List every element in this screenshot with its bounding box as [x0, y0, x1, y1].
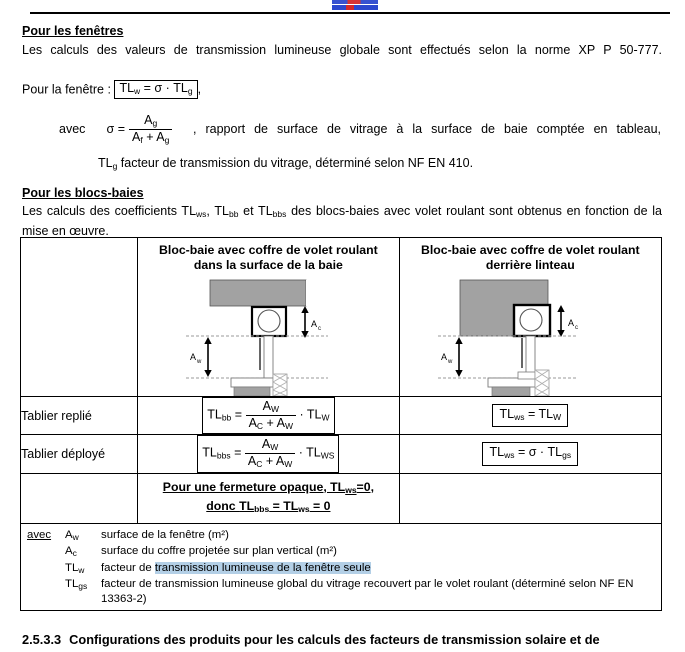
- tlbb-subscript: bb: [221, 412, 232, 423]
- svg-text:A: A: [190, 352, 197, 362]
- table-row: [21, 435, 662, 473]
- blocs-sub-ws: ws: [196, 209, 207, 220]
- aw-num: A: [262, 399, 271, 413]
- cell-formula-tlbb: [138, 397, 399, 435]
- tl-subscript-g: g: [187, 86, 193, 97]
- svg-text:A: A: [568, 318, 575, 328]
- tlbbs-fraction: [245, 437, 295, 469]
- aw-num-sub: W: [270, 404, 279, 415]
- aw-num2-sub: W: [270, 442, 279, 453]
- legend-item: [27, 577, 657, 606]
- sigma-description: , rapport de surface de vitrage à la surface de baie comptée en tableau,: [193, 122, 661, 137]
- watermark-logo-icon: [332, 0, 378, 11]
- cell-formula-tlws-eq-tlw: [399, 397, 661, 435]
- ac-den2: A: [247, 453, 257, 468]
- opaque-l2b: TL: [239, 498, 255, 513]
- heading-pour-les-fenetres: Pour les fenêtres: [22, 24, 124, 38]
- tlbbs-symbol: TL: [202, 445, 217, 460]
- sigma-definition-line: [22, 112, 662, 146]
- svg-text:c: c: [318, 326, 322, 332]
- table-row-opaque-note: [21, 473, 662, 523]
- tlbbs-tail-sub: WS: [320, 450, 335, 461]
- legend-tlw-pre: facteur de: [101, 561, 155, 574]
- page-header: [0, 0, 685, 14]
- sigma-fraction: [129, 113, 172, 145]
- plus-aw-den: + A: [266, 415, 285, 430]
- blocs-text-1: Les calculs des coefficients TL: [22, 204, 197, 218]
- blocs-text-3: et TL: [238, 204, 273, 218]
- aw-num2: A: [261, 437, 271, 452]
- opaque-l2d: = 0: [309, 498, 331, 513]
- cell-formula-tlws-eq-sigma-tlgs: [399, 435, 661, 473]
- heading-pour-les-blocs-baies: Pour les blocs-baies: [22, 186, 144, 200]
- row-label-tablier-deploye: Tablier déployé: [21, 435, 138, 473]
- formula-window-intro: Pour la fenêtre :: [22, 82, 111, 97]
- opaque-l1-sub: ws: [345, 484, 357, 495]
- legend-item: [27, 544, 657, 561]
- legend-block: [21, 524, 661, 610]
- legend-symbol-ac: $A_c$: [65, 545, 77, 559]
- formula-tlws-box: [492, 404, 568, 427]
- header-b-line1: Bloc-baie avec coffre de volet roulant: [159, 243, 378, 257]
- opaque-note-line1: [142, 479, 394, 498]
- aw-den-sub: W: [284, 420, 293, 431]
- blocs-sub-bbs: bbs: [272, 209, 287, 220]
- tlbb-symbol: TL: [207, 407, 222, 422]
- tlbbs-numerator: [245, 437, 295, 453]
- tlg-symbol: TL: [173, 81, 188, 95]
- opaque-l2-sub2: ws: [298, 503, 310, 514]
- tlws-equals-tl: = TL: [527, 406, 554, 421]
- opaque-l2-sub1: bbs: [254, 503, 270, 514]
- tlbb-tail-sub: W: [321, 412, 330, 423]
- svg-text:w: w: [448, 359, 453, 365]
- opaque-note-cell: [138, 473, 399, 523]
- table-header-cell-b: [138, 238, 399, 397]
- ac-den2-sub: C: [256, 459, 263, 470]
- legend-text-tlw: [101, 561, 657, 578]
- tlbb-equals: =: [234, 407, 243, 422]
- section-heading-2533: [22, 632, 662, 647]
- table-corner-cell: [21, 238, 138, 397]
- formula-tlbb-box: [202, 397, 334, 434]
- paragraph-windows-calculation: Les calculs des valeurs de transmission lumineuse globale sont effectués selon la norme XP P 50-777.: [22, 43, 662, 57]
- section-number: 2.5.3.3: [22, 632, 62, 647]
- tlws2-subscript: ws: [504, 450, 515, 461]
- sigma-denominator: $A_f + A_g$: [129, 129, 172, 146]
- legend-tlw-highlighted: transmission lumineuse de la fenêtre seule: [154, 561, 371, 574]
- tlbbs-tail: · TL: [298, 445, 321, 460]
- tlws-rhs-sub: W: [553, 412, 562, 423]
- opaque-l1b: =0,: [356, 479, 374, 494]
- diagram-coffre-dans-baie: [168, 278, 368, 396]
- aw-den2-sub: W: [284, 459, 293, 470]
- tl-symbol: TL: [119, 81, 135, 95]
- equals-sigma: = σ ·: [143, 81, 170, 95]
- opaque-l2a: donc: [206, 498, 240, 513]
- legend-symbol-tlgs: $TL_{gs}$: [65, 578, 88, 592]
- sigma-numerator: $A_g$: [144, 113, 158, 129]
- table-header-cell-c: [399, 238, 661, 397]
- tlg-symbol-label: $TL_g$: [98, 156, 118, 172]
- opaque-l1a: Pour une fermeture opaque, TL: [162, 479, 346, 494]
- legend-item: [27, 528, 657, 545]
- table-header-row: [21, 238, 662, 397]
- tlbb-numerator: [246, 399, 296, 415]
- legend-text-tlgs: facteur de transmission lumineuse global du vitrage recouvert par le volet roulant (déterminé selon NF EN 13363-2): [101, 578, 634, 605]
- tlbbs-subscript: bbs: [216, 450, 231, 461]
- tlbb-fraction: [246, 399, 296, 431]
- legend-item: [27, 561, 657, 578]
- blocs-baies-table: [20, 237, 662, 611]
- header-divider: [30, 12, 670, 14]
- tlws2-symbol: TL: [489, 445, 505, 460]
- legend-symbol-tlw: $TL_w$: [65, 561, 85, 575]
- legend-cell: [21, 523, 662, 610]
- formula-tlbbs-box: [197, 435, 339, 472]
- legend-symbol-aw: $A_w$: [65, 528, 79, 542]
- legend-avec-label: avec: [27, 528, 52, 541]
- tlbb-tail: · TL: [299, 407, 322, 422]
- legend-text-ac: surface du coffre projetée sur plan vertical (m²): [101, 545, 337, 558]
- svg-text:A: A: [441, 352, 448, 362]
- tlws-subscript: ws: [514, 412, 525, 423]
- tlgs-sub: gs: [562, 450, 572, 461]
- header-b-text: [138, 238, 398, 278]
- svg-text:A: A: [311, 319, 318, 329]
- opaque-note-text: [138, 474, 398, 523]
- formula-tlws-sigma-box: [482, 442, 578, 465]
- opaque-l2c: = TL: [269, 498, 299, 513]
- svg-text:w: w: [197, 359, 202, 365]
- paragraph-blocs-baies: [22, 203, 662, 240]
- diagram-coffre-derriere-linteau: [430, 278, 630, 396]
- opaque-note-empty-a: [21, 473, 138, 523]
- tlbb-denominator: [246, 415, 296, 432]
- tlws-symbol: TL: [499, 406, 515, 421]
- plus-aw-den2: + A: [265, 453, 285, 468]
- ac-den-sub: C: [256, 420, 264, 431]
- ac-den: A: [248, 415, 257, 430]
- formula-window-box: [114, 80, 197, 99]
- avec-label: avec: [59, 122, 86, 137]
- sigma-equals: σ =: [106, 122, 125, 137]
- blocs-sub-bb: bb: [228, 209, 239, 220]
- opaque-note-empty-c: [399, 473, 661, 523]
- tlbbs-denominator: [245, 453, 295, 470]
- tlg-definition-line: [98, 156, 658, 171]
- table-row: [21, 397, 662, 435]
- formula-window-line: [22, 80, 201, 99]
- header-b-line2: dans la surface de la baie: [193, 258, 343, 272]
- formula-window-comma: ,: [197, 82, 202, 97]
- blocs-text-2: , TL: [206, 204, 229, 218]
- cell-formula-tlbbs: [138, 435, 399, 473]
- tl-subscript-w: w: [134, 86, 141, 97]
- header-c-text: [400, 238, 661, 278]
- section-title: Configurations des produits pour les calculs des facteurs de transmission solaire et de: [69, 632, 600, 647]
- header-c-line1: Bloc-baie avec coffre de volet roulant: [420, 243, 640, 257]
- header-c-line2: derrière linteau: [485, 258, 575, 272]
- table-row-legend: [21, 523, 662, 610]
- legend-text-aw: surface de la fenêtre (m²): [101, 528, 229, 541]
- tlws2-equals-sigma-tl: = σ · TL: [517, 445, 563, 460]
- tlbbs-equals: =: [234, 445, 242, 460]
- svg-text:c: c: [575, 325, 579, 331]
- opaque-note-line2: [142, 498, 394, 517]
- row-label-tablier-replie: Tablier replié: [21, 397, 138, 435]
- tlg-definition-text: facteur de transmission du vitrage, déterminé selon NF EN 410.: [117, 156, 474, 170]
- blocs-text-4: des blocs-baies avec volet roulant sont obtenus en fonction de la mise en œuvre.: [22, 204, 663, 239]
